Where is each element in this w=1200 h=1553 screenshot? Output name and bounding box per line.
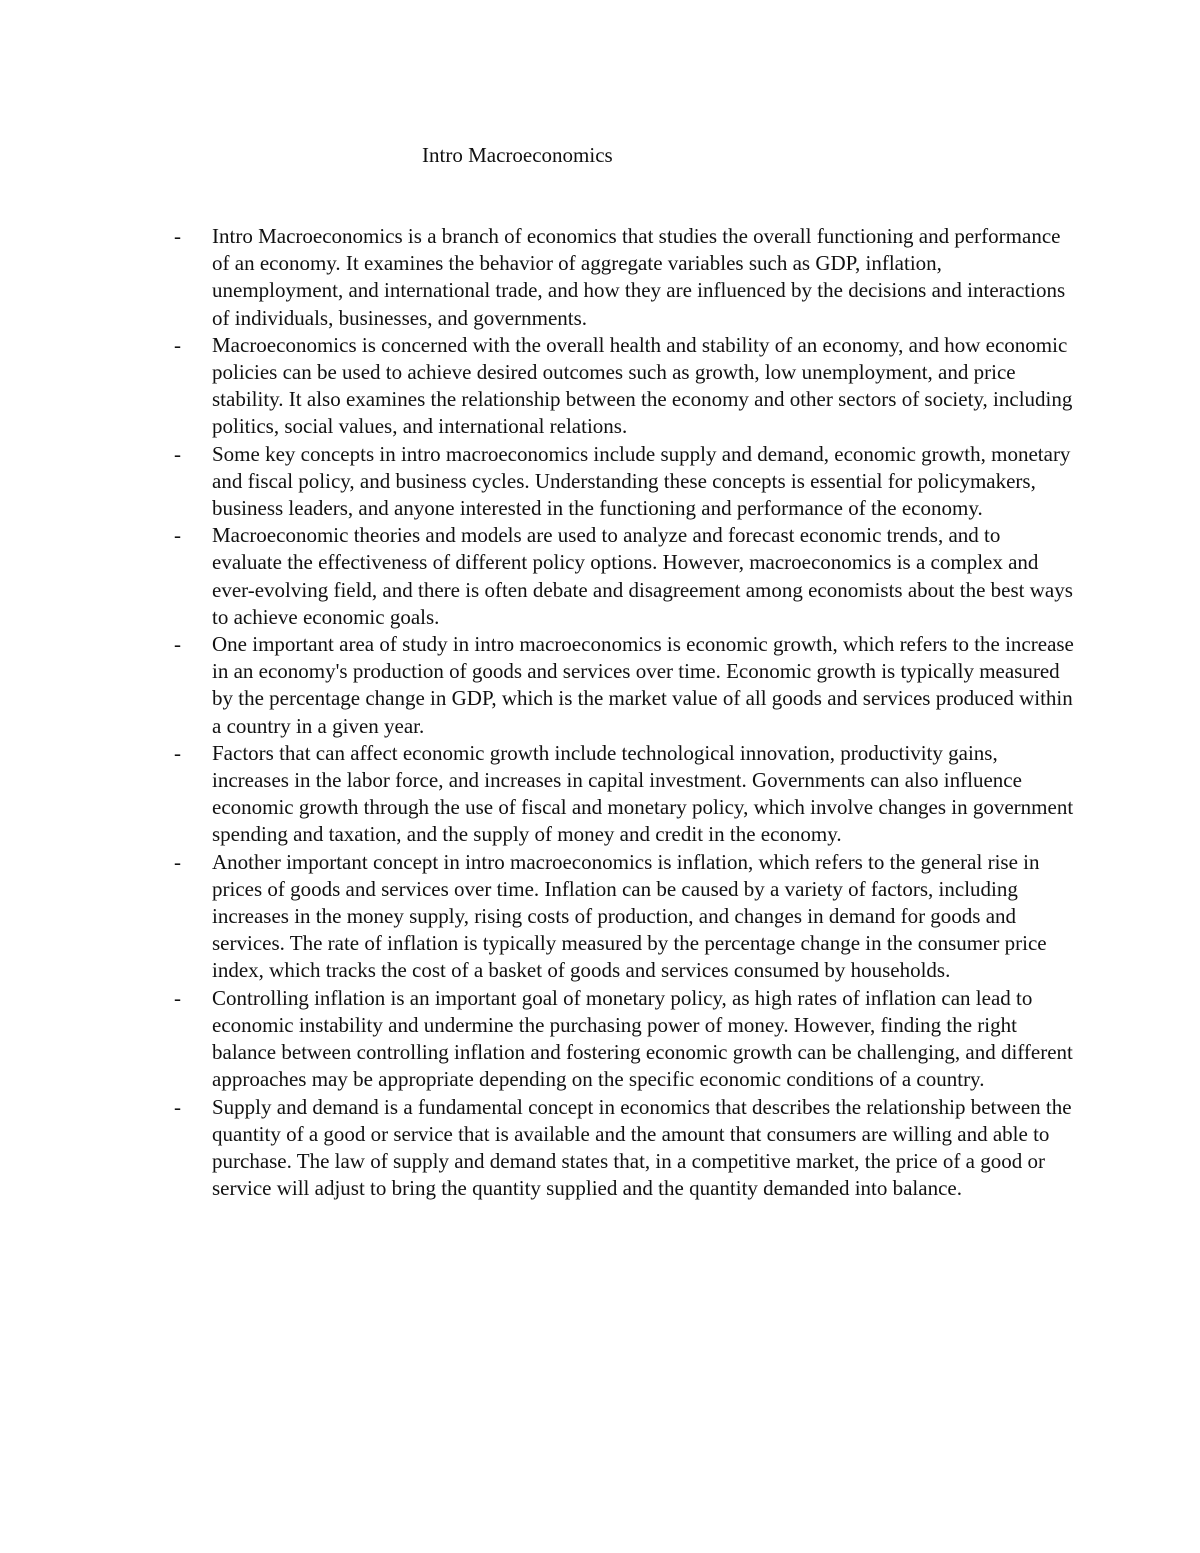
list-item	[174, 332, 1074, 441]
bullet-dash: -	[174, 632, 181, 657]
list-item	[174, 631, 1074, 740]
paragraph-text: Supply and demand is a fundamental concept in economics that describes the relationship between the quantity of a good or service that is available and the amount that consumers are willing and able to purchase. The law of supply and demand states that, in a competitive market, the price of a good or service will adjust to bring the quantity supplied and the quantity demanded into balance.	[212, 1094, 1072, 1201]
paragraph-text: Intro Macroeconomics is a branch of economics that studies the overall functioning and performance of an economy. It examines the behavior of aggregate variables such as GDP, inflation, unemployment, and international trade, and how they are influenced by the decisions and interactions of individuals, businesses, and governments.	[212, 224, 1066, 330]
bullet-dash: -	[174, 441, 181, 466]
bullet-dash: -	[174, 849, 181, 874]
bullet-dash: -	[174, 224, 181, 248]
bullet-list	[174, 223, 1074, 1202]
list-item	[174, 1094, 1074, 1203]
list-item	[174, 223, 1074, 332]
paragraph-text: Macroeconomics is concerned with the overall health and stability of an economy, and how economic policies can be used to achieve desired outcomes such as growth, low unemployment, and price stability. It also examines the relationship between the economy and other sectors of society, including politics, social values, and international relations.	[212, 332, 1073, 439]
bullet-dash: -	[174, 523, 181, 548]
paragraph-text: Another important concept in intro macroeconomics is inflation, which refers to the general rise in prices of goods and services over time. Inflation can be caused by a variety of factors, including increases in the money supply, rising costs of production, and changes in demand for goods and services. The rate of inflation is typically measured by the percentage change in the consumer price index, which tracks the cost of a basket of goods and services consumed by households.	[212, 849, 1047, 983]
bullet-dash: -	[174, 740, 181, 765]
paragraph-text: Factors that can affect economic growth include technological innovation, productivity gains, increases in the labor force, and increases in capital investment. Governments can also influence economic growth through the use of fiscal and monetary policy, which involve changes in government spending and taxation, and the supply of money and credit in the economy.	[212, 740, 1074, 847]
bullet-dash: -	[174, 332, 181, 357]
list-item	[174, 522, 1074, 631]
list-item	[174, 985, 1074, 1094]
paragraph-text: One important area of study in intro macroeconomics is economic growth, which refers to the increase in an economy's production of goods and services over time. Economic growth is typically measured by the percentage change in GDP, which is the market value of all goods and services produced within a country in a given year.	[212, 632, 1074, 738]
paragraph-text: Macroeconomic theories and models are used to analyze and forecast economic trends, and to evaluate the effectiveness of different policy options. However, macroeconomics is a complex and ever-evolving field, and there is often debate and disagreement among economists about the best ways to achieve economic goals.	[212, 523, 1073, 629]
list-item	[174, 849, 1074, 985]
bullet-dash: -	[174, 985, 181, 1010]
paragraph-text: Controlling inflation is an important goal of monetary policy, as high rates of inflation can lead to economic instability and undermine the purchasing power of money. However, finding the right balance between controlling inflation and fostering economic growth can be challenging, and different approaches may be appropriate depending on the specific economic conditions of a country.	[212, 985, 1073, 1092]
bullet-dash: -	[174, 1094, 181, 1119]
paragraph-text: Some key concepts in intro macroeconomics include supply and demand, economic growth, monetary and fiscal policy, and business cycles. Understanding these concepts is essential for policymakers, business leaders, and anyone interested in the functioning and performance of the economy.	[212, 441, 1071, 521]
document-title: Intro Macroeconomics	[422, 143, 613, 167]
list-item	[174, 740, 1074, 849]
list-item	[174, 441, 1074, 523]
